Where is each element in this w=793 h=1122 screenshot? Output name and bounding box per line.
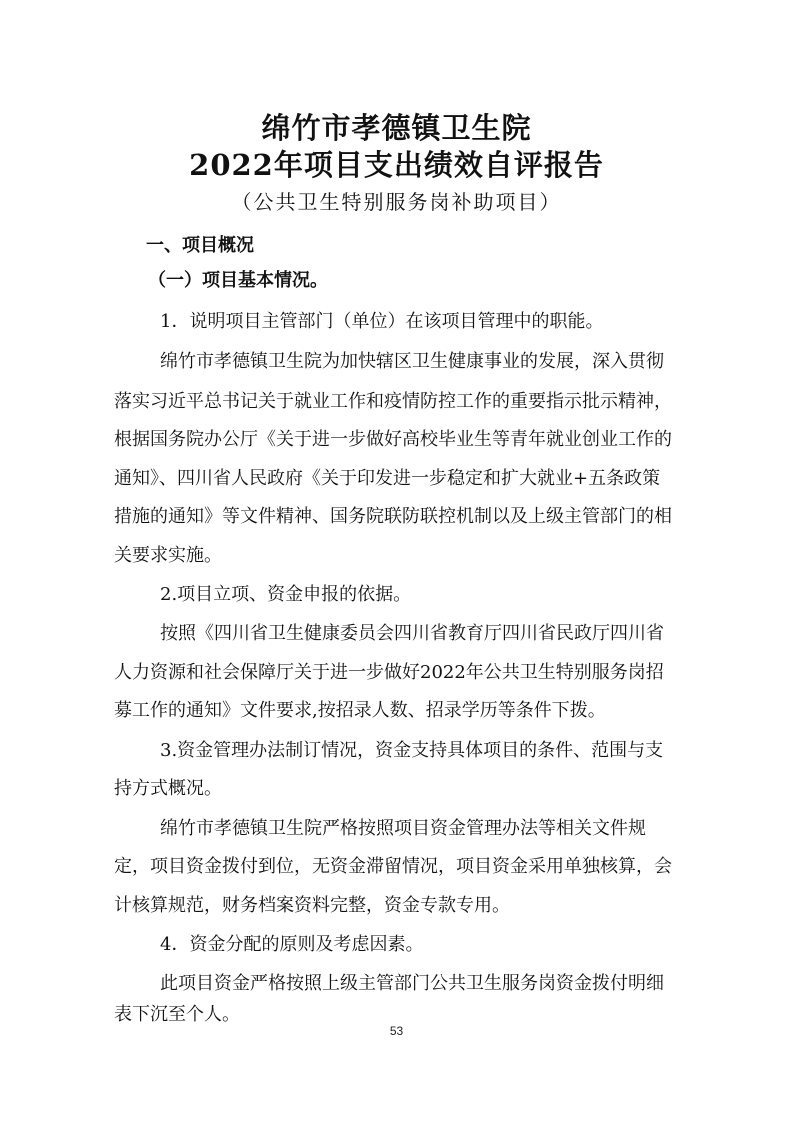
- paragraph-line: 措施的通知》等文件精神、国务院联防联控机制以及上级主管部门的相: [114, 506, 672, 527]
- paragraph-line: 根据国务院办公厅《关于进一步做好高校毕业生等青年就业创业工作的: [114, 429, 672, 450]
- paragraph-line: 此项目资金严格按照上级主管部门公共卫生服务岗资金拨付明细: [160, 973, 664, 994]
- item4-question: 4．资金分配的原则及考虑因素。: [160, 934, 424, 955]
- item2-question: 2.项目立项、资金申报的依据。: [160, 584, 412, 605]
- paragraph-line: 募工作的通知》文件要求,按招录人数、招录学历等条件下拨。: [114, 700, 606, 721]
- paragraph-line: 按照《四川省卫生健康委员会四川省教育厅四川省民政厅四川省: [160, 623, 664, 644]
- document-title-line2: 2022年项目支出绩效自评报告: [189, 148, 604, 182]
- document-title-line1: 绵竹市孝德镇卫生院: [261, 111, 532, 145]
- item1-question: 1．说明项目主管部门（单位）在该项目管理中的职能。: [160, 311, 604, 332]
- paragraph-line: 关要求实施。: [114, 545, 222, 566]
- page-number: 53: [389, 1024, 404, 1038]
- document-subtitle: （公共卫生特别服务岗补助项目）: [231, 190, 562, 214]
- item3-question-cont: 持方式概况。: [114, 778, 222, 799]
- paragraph-line: 计核算规范，财务档案资料完整，资金专款专用。: [114, 895, 510, 916]
- subsection-heading: （一）项目基本情况。: [148, 270, 328, 291]
- paragraph-line: 通知》、四川省人民政府《关于印发进一步稳定和扩大就业+五条政策: [114, 468, 661, 489]
- paragraph-line: 落实习近平总书记关于就业工作和疫情防控工作的重要指示批示精神，: [114, 391, 672, 412]
- paragraph-line: 定，项目资金拨付到位，无资金滞留情况，项目资金采用单独核算，会: [114, 856, 672, 877]
- section-heading: 一、项目概况: [146, 235, 254, 256]
- paragraph-line: 绵竹市孝德镇卫生院严格按照项目资金管理办法等相关文件规: [160, 818, 646, 839]
- paragraph-line: 表下沉至个人。: [114, 1004, 240, 1025]
- paragraph-line: 绵竹市孝德镇卫生院为加快辖区卫生健康事业的发展，深入贯彻: [160, 351, 664, 372]
- item3-question: 3.资金管理办法制订情况，资金支持具体项目的条件、范围与支: [160, 740, 664, 761]
- paragraph-line: 人力资源和社会保障厅关于进一步做好2022年公共卫生特别服务岗招: [114, 662, 664, 683]
